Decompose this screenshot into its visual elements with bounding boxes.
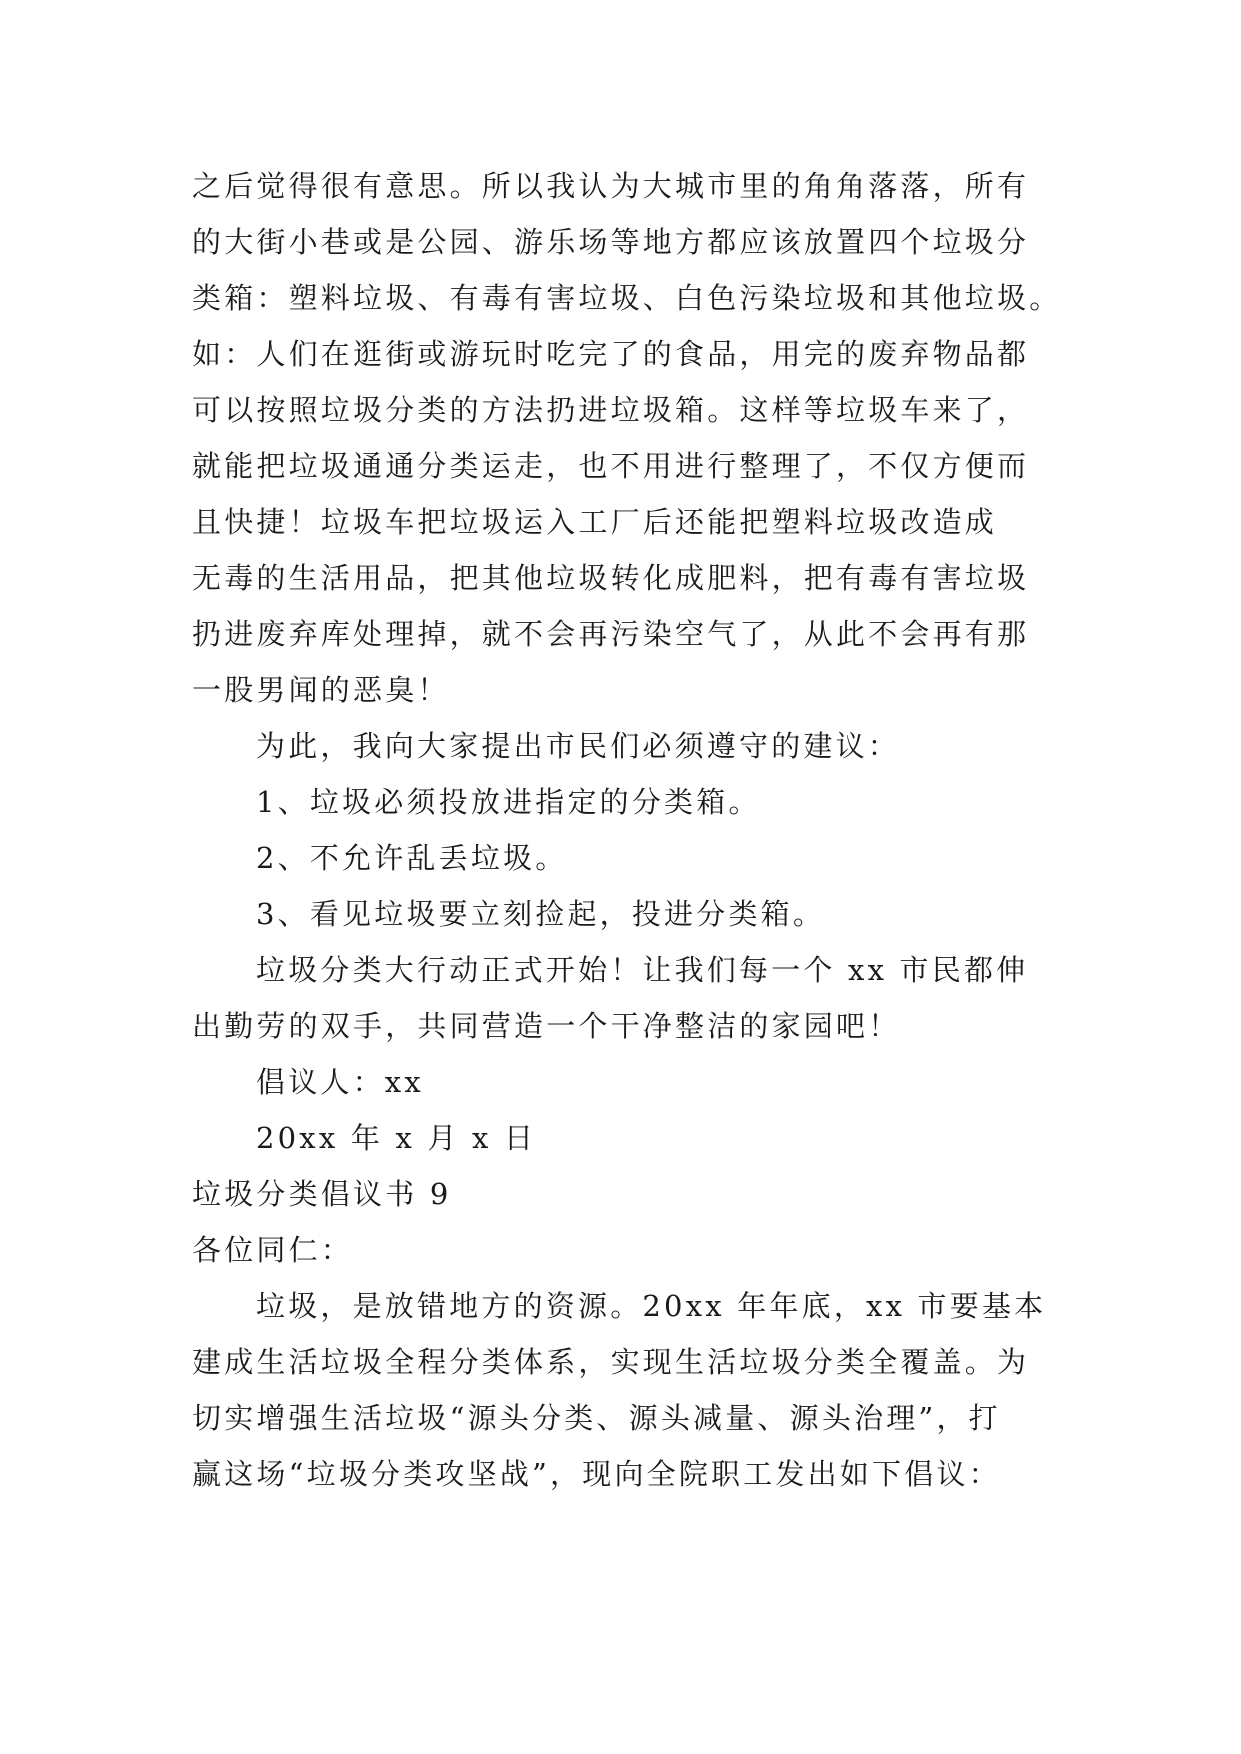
closing-paragraph: [192, 942, 1072, 1054]
text-line: 类箱：塑料垃圾、有毒有害垃圾、白色污染垃圾和其他垃圾。: [192, 281, 1062, 315]
text-line: 之后觉得很有意思。所以我认为大城市里的角角落落，所有: [192, 169, 1030, 203]
text-line: 垃圾，是放错地方的资源。20xx 年年底，xx 市要基本: [256, 1289, 1047, 1323]
text-line: 建成生活垃圾全程分类体系，实现生活垃圾分类全覆盖。为: [192, 1345, 1030, 1379]
proposal-list: [192, 774, 1072, 942]
signature: 倡议人：xx: [256, 1065, 424, 1099]
text-line: 扔进废弃库处理掉，就不会再污染空气了，从此不会再有那: [192, 617, 1030, 651]
date: 20xx 年 x 月 x 日: [256, 1121, 537, 1155]
text-line: 垃圾分类大行动正式开始！让我们每一个 xx 市民都伸: [256, 953, 1029, 987]
text-line: 的大街小巷或是公园、游乐场等地方都应该放置四个垃圾分: [192, 225, 1030, 259]
text-line: 赢这场“垃圾分类攻坚战”，现向全院职工发出如下倡议：: [192, 1457, 1001, 1491]
section-title: 垃圾分类倡议书 9: [192, 1177, 452, 1211]
text-line: 切实增强生活垃圾“源头分类、源头减量、源头治理”，打: [192, 1401, 1001, 1435]
text-line: 出勤劳的双手，共同营造一个干净整洁的家园吧！: [192, 1009, 901, 1043]
list-item: 2、不允许乱丢垃圾。: [256, 841, 568, 875]
text-line: 无毒的生活用品，把其他垃圾转化成肥料，把有毒有害垃圾: [192, 561, 1030, 595]
text-line: 一股男闻的恶臭！: [192, 673, 450, 707]
paragraph-continued: [192, 158, 1072, 718]
proposal-intro: 为此，我向大家提出市民们必须遵守的建议：: [256, 729, 901, 763]
text-line: 就能把垃圾通通分类运走，也不用进行整理了，不仅方便而: [192, 449, 1030, 483]
document-body: [192, 158, 1072, 1502]
list-item: 1、垃圾必须投放进指定的分类箱。: [256, 785, 761, 819]
text-line: 如：人们在逛街或游玩时吃完了的食品，用完的废弃物品都: [192, 337, 1030, 371]
text-line: 且快捷！垃圾车把垃圾运入工厂后还能把塑料垃圾改造成: [192, 505, 998, 539]
paragraph-intro: [192, 1278, 1072, 1502]
list-item: 3、看见垃圾要立刻捡起，投进分类箱。: [256, 897, 826, 931]
salutation: 各位同仁：: [192, 1233, 354, 1267]
text-line: 可以按照垃圾分类的方法扔进垃圾箱。这样等垃圾车来了，: [192, 393, 1030, 427]
